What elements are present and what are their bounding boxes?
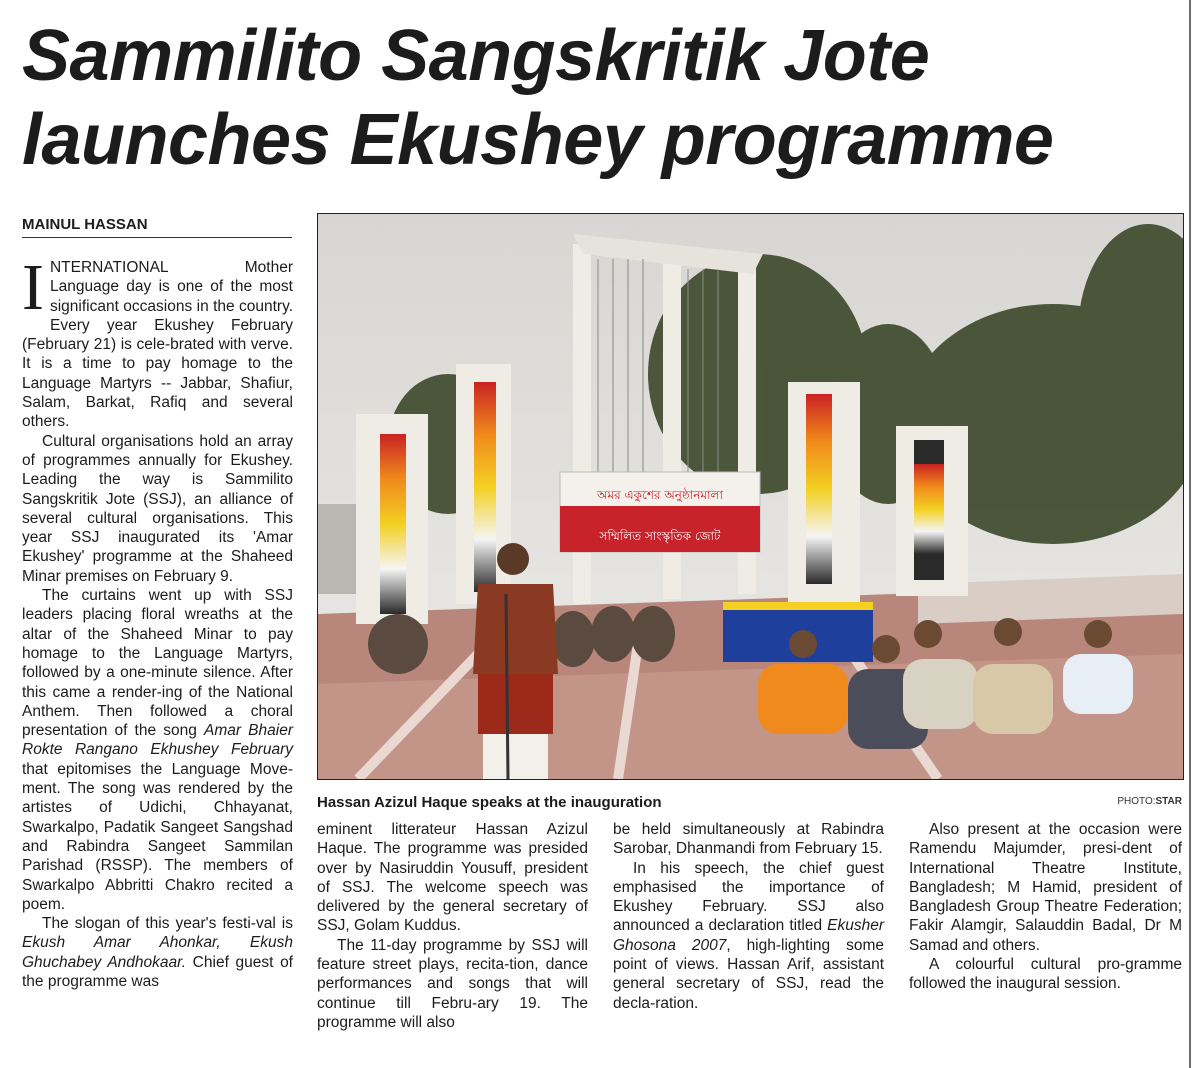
paragraph-4-text-b: Chief guest of the programme was [22, 953, 293, 990]
article-column-3 [613, 820, 884, 1013]
photo-illustration [318, 214, 1183, 779]
article-column-2 [317, 820, 588, 1032]
drop-cap: I [22, 251, 44, 324]
paragraph-3-text-a: The curtains went up with SSJ leaders placing floral wreaths at the altar of the Shaheed Minar to pay homage to the Language Martyrs, followed by a one-minute silence. After this came a render-ing of the National Anthem. Then followed a choral presentation of the song [22, 587, 293, 740]
paragraph-4 [22, 914, 293, 991]
slogan: Ekush Amar Ahonkar, Ekush Ghuchabey Andhokaar. [22, 934, 293, 971]
paragraph-8-text-b: , high-lighting some point of views. Hassan Arif, assistant general secretary of SSJ, read the decla-ration. [613, 936, 884, 1012]
declaration-title: Ekusher Ghosona 2007 [613, 917, 884, 954]
paragraph-8-text-a: In his speech, the chief guest emphasised the importance of Ekushey February. SSJ also announced a declaration titled [613, 859, 884, 935]
byline: MAINUL HASSAN [22, 216, 292, 238]
banner-line-2: সম্মিলিত সাংস্কৃতিক জোট [599, 529, 721, 543]
photo-credit-label: PHOTO: [1117, 796, 1156, 807]
headline: Sammilito Sangskritik Jote launches Ekushey programme [22, 16, 1054, 180]
photo-caption: Hassan Azizul Haque speaks at the inauguration [317, 794, 662, 811]
paragraph-10: A colourful cultural pro-gramme followed the inaugural session. [909, 956, 1182, 993]
paragraph-3 [22, 586, 293, 914]
banner [560, 472, 760, 552]
news-photo [317, 213, 1184, 780]
paragraph-7: be held simultaneously at Rabindra Sarobar, Dhanmandi from February 15. [613, 821, 884, 858]
paragraph-3-text-b: that epitomises the Language Move-ment. The song was rendered by the artistes of Udichi, Chhayanat, Swarkalpo, Padatik Sangeet Sangshad and Rabindra Sangeet Sammilan Parishad (RSSP). The members of Swarkalpo Abbritti Chakro recited a poem. [22, 760, 293, 913]
paragraph-1-text: NTERNATIONAL Mother Language day is one of the most significant occasions in the country. Every year Ekushey February (February 21) is cele-brated with verve. It is a time to pay homage to the Language Martyrs -- Jabbar, Shafiur, Salam, Barkat, Rafiq and several others. [22, 259, 293, 431]
song-title: Amar Bhaier Rokte Rangano Ekhushey February [22, 722, 293, 759]
page-right-rule [1189, 0, 1191, 1068]
paragraph-1 [22, 251, 293, 432]
paragraph-5: eminent litterateur Hassan Azizul Haque. The programme was presided over by Nasiruddin Yousuff, president of SSJ. The welcome speech was delivered by the general secretary of SSJ, Golam Kuddus. [317, 821, 588, 935]
photo-credit [1030, 796, 1182, 807]
paragraph-8 [613, 859, 884, 1013]
article-column-4 [909, 820, 1182, 994]
banner-line-1: অমর একুশের অনুষ্ঠানমালা [597, 488, 723, 502]
paragraph-2: Cultural organisations hold an array of programmes annually for Ekushey. Leading the way is Sammilito Sangskritik Jote (SSJ), an alliance of several cultural organisations. This year SSJ inaugurated its 'Amar Ekushey' programme at the Shaheed Minar premises on February 9. [22, 432, 293, 585]
paragraph-9: Also present at the occasion were Ramendu Majumder, presi-dent of International Theatre Institute, Bangladesh; M Hamid, president of Bangladesh Group Theatre Federation; Fakir Alamgir, Salauddin Badal, Dr M Samad and others. [909, 821, 1182, 954]
paragraph-6: The 11-day programme by SSJ will feature street plays, recita-tion, dance performances and songs that will continue till Febru-ary 19. The programme will also [317, 936, 588, 1031]
paragraph-4-text-a: The slogan of this year's festi-val is [42, 915, 293, 933]
article-column-1 [22, 251, 293, 991]
photo-credit-source: STAR [1155, 796, 1182, 807]
